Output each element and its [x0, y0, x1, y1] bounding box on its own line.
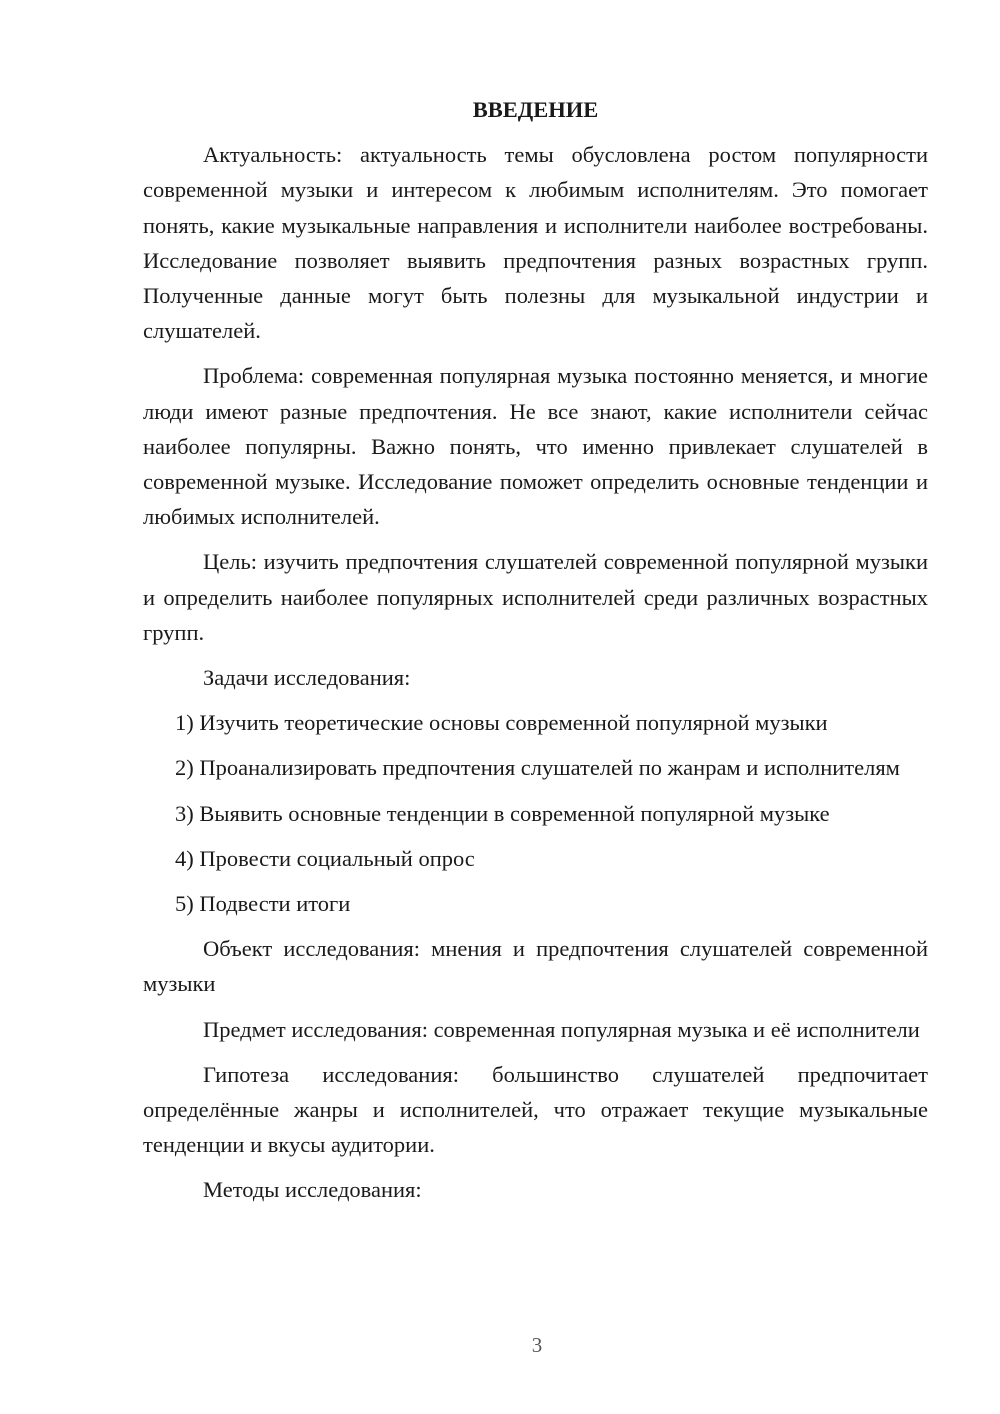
task-item-2: 2) Проанализировать предпочтения слушателей по жанрам и исполнителям [175, 755, 900, 781]
problem-paragraph: Проблема: современная популярная музыка постоянно меняется, и многие люди имеют разные предпочтения. Не все знают, какие исполнители сейчас наиболее популярны. Важно понять, что именно привлекает слушателей в современной музыке. Исследование поможет определить основные тенденции и любимых исполнителей. [143, 363, 928, 530]
page-content [143, 92, 928, 1218]
goal-paragraph: Цель: изучить предпочтения слушателей современной популярной музыки и определить наиболее популярных исполнителей среди различных возрастных групп. [143, 549, 928, 645]
relevance-paragraph: Актуальность: актуальность темы обусловлена ростом популярности современной музыки и интересом к любимым исполнителям. Это помогает понять, какие музыкальные направления и исполнители наиболее востребованы. Исследование позволяет выявить предпочтения разных возрастных групп. Полученные данные могут быть полезны для музыкальной индустрии и слушателей. [143, 142, 928, 344]
section-title: ВВЕДЕНИЕ [472, 97, 599, 122]
subject-paragraph: Предмет исследования: современная популярная музыка и её исполнители [203, 1016, 920, 1042]
page-number: 3 [531, 1333, 543, 1357]
object-paragraph: Объект исследования: мнения и предпочтения слушателей современной музыки [143, 936, 928, 997]
tasks-heading: Задачи исследования: [203, 665, 411, 691]
methods-heading: Методы исследования: [203, 1177, 422, 1203]
hypothesis-paragraph: Гипотеза исследования: большинство слушателей предпочитает определённые жанры и исполнителей, что отражает текущие музыкальные тенденции и вкусы аудитории. [143, 1061, 928, 1158]
task-item-3: 3) Выявить основные тенденции в современной популярной музыке [175, 800, 830, 826]
task-item-4: 4) Провести социальный опрос [175, 845, 475, 871]
task-item-5: 5) Подвести итоги [175, 891, 351, 917]
task-item-1: 1) Изучить теоретические основы современной популярной музыки [175, 710, 828, 736]
